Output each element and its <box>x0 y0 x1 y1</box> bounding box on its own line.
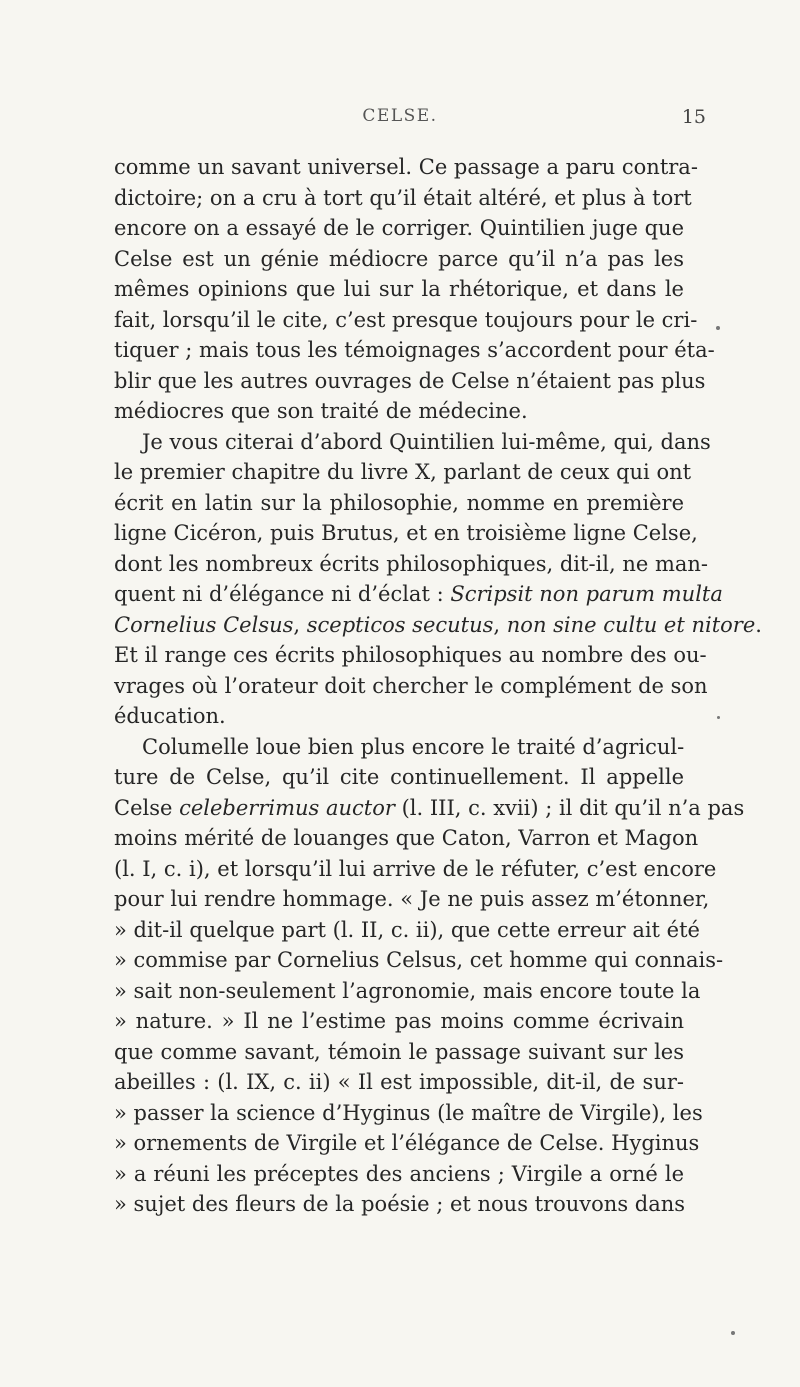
margin-speck <box>717 716 720 719</box>
text-segment: Celse est un génie médiocre parce qu’il n’a pas les <box>114 246 684 271</box>
text-line <box>114 396 684 427</box>
text-segment: dont les nombreux écrits philosophiques, dit-il, ne man- <box>114 551 709 576</box>
text-line <box>114 1098 703 1129</box>
text-segment: » dit-il quelque part (l. II, c. ii), que cette erreur ait été <box>114 917 700 942</box>
text-segment: tiquer ; mais tous les témoignages s’accordent pour éta- <box>114 338 715 362</box>
margin-speck <box>716 326 720 330</box>
text-line <box>114 671 708 702</box>
text-segment: que comme savant, témoin le passage suivant sur les <box>114 1039 684 1064</box>
text-segment: » sait non-seulement l’agronomie, mais encore toute la <box>114 978 701 1003</box>
text-line <box>114 305 698 336</box>
text-line <box>114 854 717 885</box>
running-head: CELSE. <box>362 106 438 126</box>
text-line <box>114 610 762 641</box>
text-line <box>114 1006 684 1037</box>
text-segment: , <box>493 612 507 637</box>
text-segment: abeilles : (l. IX, c. ii) « Il est impossible, dit-il, de sur- <box>114 1070 684 1094</box>
text-segment: Columelle loue bien plus encore le traité d’agricul- <box>142 734 685 759</box>
text-line <box>114 457 692 488</box>
text-line <box>114 335 715 366</box>
text-segment: » commise par Cornelius Celsus, cet homme qui connais- <box>114 948 724 972</box>
page-number: 15 <box>681 106 706 128</box>
text-line <box>114 762 684 793</box>
text-segment: moins mérité de louanges que Caton, Varron et Magon <box>114 826 699 850</box>
text-segment: comme un savant universel. Ce passage a paru contra- <box>114 155 698 179</box>
text-line <box>114 1128 700 1159</box>
text-line <box>114 793 745 824</box>
text-line <box>114 366 706 397</box>
text-segment: le premier chapitre du livre X, parlant de ceux qui ont <box>114 460 692 484</box>
text-segment: » a réuni les préceptes des anciens ; Virgile a orné le <box>114 1161 684 1186</box>
text-line <box>114 152 698 183</box>
text-segment: ture de Celse, qu’il cite continuellement. Il appelle <box>114 765 684 789</box>
text-line <box>114 549 709 580</box>
text-segment: encore on a essayé de le corriger. Quintilien juge que <box>114 216 684 240</box>
text-segment: Celse <box>114 795 180 820</box>
text-line <box>114 244 684 275</box>
text-segment: (l. III, c. xvii) ; il dit qu’il n’a pas <box>394 795 745 820</box>
text-segment: pour lui rendre hommage. « Je ne puis assez m’étonner, <box>114 887 710 911</box>
text-line <box>114 1067 684 1098</box>
text-segment: éducation. <box>114 704 226 728</box>
text-segment: (l. I, c. i), et lorsqu’il lui arrive de le réfuter, c’est encore <box>114 856 717 881</box>
text-line <box>114 579 723 610</box>
text-segment: Je vous citerai d’abord Quintilien lui-même, qui, dans <box>142 429 711 454</box>
text-line <box>114 183 692 214</box>
text-segment: . <box>755 612 762 637</box>
text-line <box>114 1037 684 1068</box>
page-header <box>0 106 800 136</box>
text-segment: » nature. » Il ne l’estime pas moins comme écrivain <box>114 1009 684 1033</box>
text-line <box>114 732 684 763</box>
text-line <box>114 945 724 976</box>
italic-latin-text: non sine cultu et nitore <box>506 612 756 637</box>
text-segment: Et il range ces écrits philosophiques au nombre des ou- <box>114 643 707 667</box>
text-segment: quent ni d’élégance ni d’éclat : <box>114 582 451 606</box>
text-segment: ligne Cicéron, puis Brutus, et en troisième ligne Celse, <box>114 521 698 545</box>
text-line <box>114 1159 684 1190</box>
text-line <box>114 488 684 519</box>
text-line <box>114 213 684 244</box>
text-segment: » ornements de Virgile et l’élégance de Celse. Hyginus <box>114 1131 700 1155</box>
text-segment: » sujet des fleurs de la poésie ; et nous trouvons dans <box>114 1192 686 1216</box>
text-line <box>114 701 684 732</box>
text-line <box>114 823 699 854</box>
italic-latin-text: Cornelius Celsus <box>114 612 294 637</box>
text-line <box>114 976 701 1007</box>
body-text <box>114 152 762 1220</box>
text-segment: vrages où l’orateur doit chercher le complément de son <box>114 673 708 698</box>
italic-latin-text: scepticos secutus <box>306 612 494 637</box>
text-line <box>114 915 700 946</box>
text-segment: médiocres que son traité de médecine. <box>114 399 528 423</box>
text-segment: , <box>293 612 307 637</box>
text-segment: » passer la science d’Hyginus (le maître de Virgile), les <box>114 1100 703 1125</box>
text-segment: fait, lorsqu’il le cite, c’est presque toujours pour le cri- <box>114 307 698 332</box>
text-line <box>114 1189 684 1220</box>
text-segment: blir que les autres ouvrages de Celse n’étaient pas plus <box>114 368 706 393</box>
text-line <box>114 518 698 549</box>
text-line <box>114 884 710 915</box>
italic-latin-text: Scripsit non parum multa <box>450 582 723 606</box>
italic-latin-text: celeberrimus auctor <box>179 795 395 820</box>
text-segment: mêmes opinions que lui sur la rhétorique, et dans le <box>114 277 684 301</box>
text-line <box>114 640 707 671</box>
text-segment: dictoire; on a cru à tort qu’il était altéré, et plus à tort <box>114 185 692 210</box>
margin-speck <box>731 1331 735 1335</box>
text-segment: écrit en latin sur la philosophie, nomme en première <box>114 490 684 515</box>
text-line <box>114 427 711 458</box>
text-line <box>114 274 684 305</box>
